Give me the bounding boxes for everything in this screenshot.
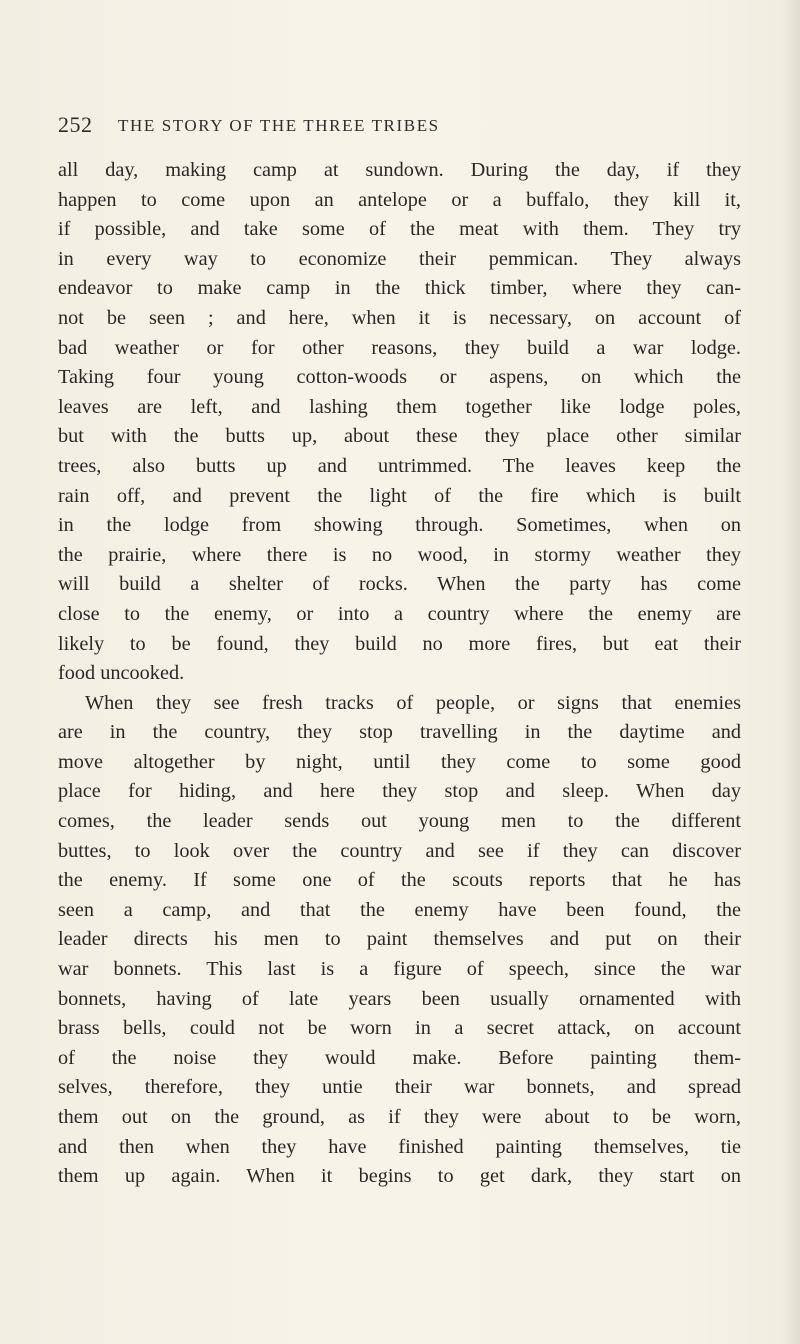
text-line: and then when they have finished painting themselves, tie [58,1135,741,1158]
text-line: war bonnets. This last is a figure of speech, since the war [58,958,741,981]
text-line: them up again. When it begins to get dark, they start on [58,1165,741,1188]
text-line: close to the enemy, or into a country where the enemy are [58,602,741,625]
text-line: buttes, to look over the country and see if they can discover [58,839,741,862]
text-line: seen a camp, and that the enemy have been found, the [58,898,741,921]
text-line: brass bells, could not be worn in a secret attack, on account [58,1017,741,1040]
text-line: them out on the ground, as if they were about to be worn, [58,1106,741,1128]
text-line: When they see fresh tracks of people, or signs that enemies [85,691,741,714]
page-header [58,112,698,142]
text-line: if possible, and take some of the meat with them. They try [58,218,741,241]
text-line: the prairie, where there is no wood, in stormy weather they [58,543,741,566]
text-line: likely to be found, they build no more fires, but eat their [58,632,741,655]
text-line: in every way to economize their pemmican. They always [58,247,741,270]
page-number: 252 [58,112,93,137]
text-line: happen to come upon an antelope or a buffalo, they kill it, [58,188,741,211]
text-line: but with the butts up, about these they place other similar [58,425,741,448]
text-line: place for hiding, and here they stop and sleep. When day [58,780,741,803]
text-line: move altogether by night, until they come to some good [58,750,741,773]
text-line: bonnets, having of late years been usually ornamented with [58,987,741,1010]
text-line: comes, the leader sends out young men to the different [58,810,741,833]
text-line: will build a shelter of rocks. When the party has come [58,573,741,596]
text-line: selves, therefore, they untie their war bonnets, and spread [58,1076,741,1099]
text-line: food uncooked. [58,662,185,685]
text-line: in the lodge from showing through. Sometimes, when on [58,514,741,537]
text-line: of the noise they would make. Before painting them- [58,1046,741,1069]
text-line: the enemy. If some one of the scouts reports that he has [58,869,741,892]
text-line: bad weather or for other reasons, they build a war lodge. [58,336,741,359]
page-edge-shadow [782,0,800,1344]
body-text [58,156,741,1192]
text-line: leaves are left, and lashing them together like lodge poles, [58,395,741,418]
text-line: all day, making camp at sundown. During the day, if they [58,159,741,181]
running-head: THE STORY OF THE THREE TRIBES [118,116,440,135]
text-line: leader directs his men to paint themselves and put on their [58,928,741,951]
text-line: Taking four young cotton-woods or aspens, on which the [58,366,741,389]
text-line: not be seen ; and here, when it is necessary, on account of [58,306,741,329]
text-line: trees, also butts up and untrimmed. The leaves keep the [58,454,741,477]
text-line: rain off, and prevent the light of the fire which is built [58,484,741,507]
text-line: endeavor to make camp in the thick timber, where they can- [58,277,741,300]
text-line: are in the country, they stop travelling in the daytime and [58,721,741,744]
